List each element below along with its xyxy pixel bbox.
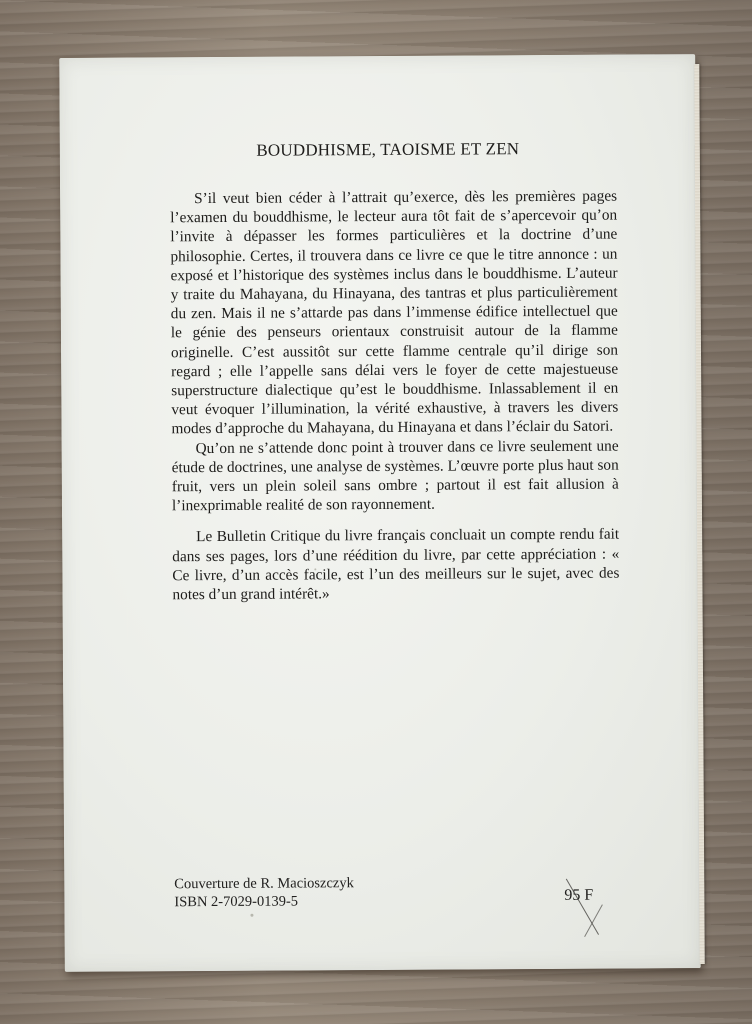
book-back-cover bbox=[59, 54, 701, 972]
blurb-paragraph-3: Le Bulletin Critique du livre français concluait un compte rendu fait dans ses pages, lors d’une réédition du livre, par cette appréciation : « Ce livre, d’un accès facile, est l’un des meilleurs sur le sujet, avec des notes d’un grand intérêt.» bbox=[172, 525, 620, 604]
paper-speck bbox=[250, 914, 253, 917]
cover-credit: Couverture de R. Macioszczyk bbox=[174, 875, 354, 893]
paper-speck bbox=[314, 568, 316, 570]
price: 95 F bbox=[564, 886, 594, 904]
page-edge bbox=[694, 64, 704, 964]
blurb-paragraph-1: S’il veut bien céder à l’attrait qu’exerce, dès les premières pages l’examen du bouddhisme, le lecteur aura tôt fait de s’apercevoir qu’on l’invite à dépasser les formes particulières et la doctrine d’une philosophie. Certes, il trouvera dans ce livre ce que le titre annonce : un exposé et l’historique des systèmes inclus dans le bouddhisme. L’auteur y traite du Mahayana, du Hinayana, des tantras et plus particulièrement du zen. Mais il ne s’attarde pas dans l’immense édifice intellectuel que le génie des penseurs orientaux construisit autour de la flamme originelle. C’est aussitôt sur cette flamme centrale qu’il dirige son regard ; elle l’appelle sans délai vers le foyer de cette majestueuse superstructure dialectique qu’est le bouddhisme. Inlassablement il en veut évoquer l’illumination, la vérité exhaustive, à travers les divers modes d’approche du Mahayana, du Hinayana et dans l’éclair du Satori. bbox=[170, 187, 619, 438]
blurb-text bbox=[170, 187, 620, 605]
book-title: BOUDDHISME, TAOISME ET ZEN bbox=[256, 139, 520, 160]
blurb-paragraph-2: Qu’on ne s’attende donc point à trouver dans ce livre seulement une étude de doctrines, une analyse de systèmes. L’œuvre porte plus haut son fruit, vers un plein soleil sans ombre ; partout il est fait allusion à l’inexprimable realité de son rayonnement. bbox=[171, 437, 619, 515]
footer-info bbox=[174, 874, 354, 911]
isbn: ISBN 2-7029-0139-5 bbox=[174, 893, 299, 911]
paper-speck bbox=[491, 355, 493, 357]
